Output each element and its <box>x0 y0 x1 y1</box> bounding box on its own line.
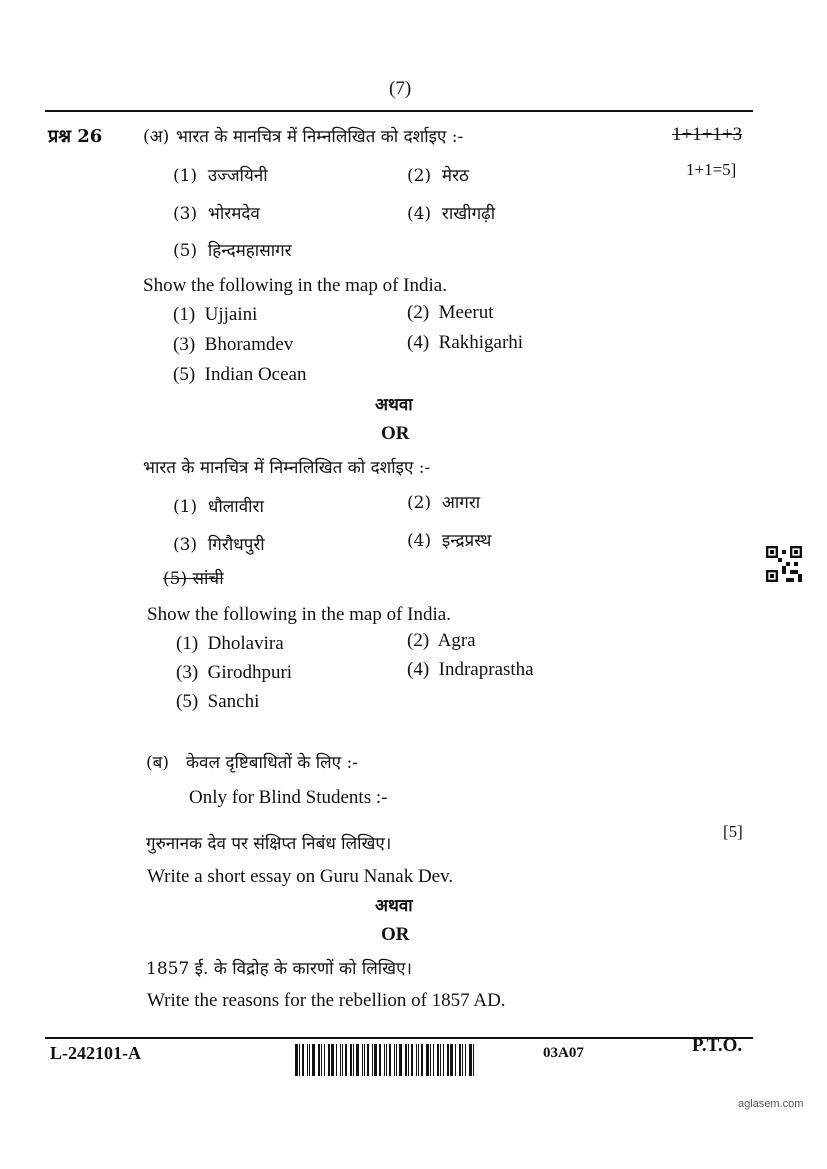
list-item: (5) हिन्दमहासागर <box>173 241 292 261</box>
top-rule <box>45 110 753 112</box>
barcode-bar <box>364 1044 365 1076</box>
essay-marks: [5] <box>723 822 743 841</box>
list-item: (4) Rakhigarhi <box>407 332 524 353</box>
list-item: (1) Dholavira <box>176 633 284 654</box>
barcode-bar <box>367 1044 369 1076</box>
barcode-bar <box>302 1044 304 1076</box>
barcode-bar <box>384 1044 385 1076</box>
paper-code: L-242101-A <box>50 1043 141 1063</box>
barcode-bar <box>399 1044 402 1076</box>
marks: 1+1=5] <box>686 160 737 179</box>
barcode-bar <box>447 1044 449 1076</box>
essay-hi: गुरुनानक देव पर संक्षिप्त निबंध लिखिए। <box>146 834 392 854</box>
barcode-bar <box>394 1044 395 1076</box>
part-b-label: (ब) <box>146 753 169 773</box>
page-number: (7) <box>389 78 412 99</box>
or2-hi: अथवा <box>375 896 413 916</box>
barcode-bar <box>469 1044 472 1076</box>
barcode-bar <box>336 1044 337 1076</box>
list-item: (3) भोरमदेव <box>173 204 260 224</box>
barcode-bar <box>443 1044 444 1076</box>
barcode-bar <box>295 1044 298 1076</box>
barcode-bar <box>309 1044 310 1076</box>
essay-en: Write a short essay on Guru Nanak Dev. <box>147 866 454 887</box>
barcode-bar <box>321 1044 322 1076</box>
list-item: (2) Meerut <box>407 302 494 323</box>
barcode-bar <box>312 1044 315 1076</box>
list-item-struck: (5) सांची <box>163 569 224 589</box>
barcode-bar <box>426 1044 429 1076</box>
list-item: (4) Indraprastha <box>407 659 534 680</box>
barcode-bar <box>379 1044 381 1076</box>
list-item: (3) गिरौधपुरी <box>173 535 265 555</box>
barcode-bar <box>342 1044 343 1076</box>
blind-en: Only for Blind Students :- <box>189 787 388 808</box>
alt-hi: 1857 ई. के विद्रोह के कारणों को लिखिए। <box>146 959 412 979</box>
barcode-bar <box>459 1044 461 1076</box>
list-item: (1) उज्जयिनी <box>173 166 268 186</box>
list-item: (2) Agra <box>407 630 476 651</box>
bottom-rule <box>45 1037 753 1039</box>
barcode-bar <box>430 1044 431 1076</box>
question-label: प्रश्न 26 <box>48 126 103 147</box>
barcode-bar <box>331 1044 334 1076</box>
barcode-text: 03A07 <box>543 1045 584 1061</box>
barcode-bar <box>353 1044 354 1076</box>
barcode-bar <box>299 1044 300 1076</box>
list-item: (4) इन्द्रप्रस्थ <box>407 531 492 551</box>
list-item: (1) Ujjaini <box>173 304 258 325</box>
barcode-bar <box>455 1044 456 1076</box>
or2-en: OR <box>381 924 410 945</box>
barcode-bar <box>318 1044 320 1076</box>
or-en: OR <box>381 423 410 444</box>
barcode-bar <box>307 1044 308 1076</box>
barcode-bar <box>465 1044 466 1076</box>
barcode-bar <box>473 1044 474 1076</box>
marks-struck: 1+1+1+3 <box>672 124 743 145</box>
list-item: (2) मेरठ <box>407 166 469 186</box>
list-item: (4) राखीगढ़ी <box>407 204 496 224</box>
barcode-bar <box>416 1044 417 1076</box>
qr-code-icon <box>766 546 802 582</box>
barcode-bar <box>462 1044 463 1076</box>
barcode-bar <box>440 1044 441 1076</box>
barcode-bar <box>437 1044 439 1076</box>
barcode-bar <box>405 1044 407 1076</box>
barcode-bar <box>356 1044 359 1076</box>
prompt2-hi: भारत के मानचित्र में निम्नलिखित को दर्शाइए :- <box>143 458 431 478</box>
barcode-bar <box>374 1044 377 1076</box>
barcode <box>295 1044 511 1076</box>
barcode-bar <box>372 1044 373 1076</box>
pto: P.T.O. <box>692 1035 743 1056</box>
barcode-bar <box>340 1044 341 1076</box>
barcode-bar <box>421 1044 423 1076</box>
list-item: (3) Girodhpuri <box>176 662 293 683</box>
barcode-bar <box>411 1044 413 1076</box>
barcode-bar <box>418 1044 419 1076</box>
barcode-bar <box>408 1044 409 1076</box>
watermark: aglasem.com <box>738 1098 804 1110</box>
or-hi: अथवा <box>375 395 413 415</box>
prompt-en: Show the following in the map of India. <box>143 275 447 296</box>
barcode-bar <box>389 1044 391 1076</box>
list-item: (5) Indian Ocean <box>173 364 307 385</box>
barcode-bar <box>350 1044 352 1076</box>
barcode-bar <box>324 1044 325 1076</box>
barcode-bar <box>396 1044 397 1076</box>
prompt2-en: Show the following in the map of India. <box>147 604 451 625</box>
barcode-bar <box>450 1044 453 1076</box>
list-item: (2) आगरा <box>407 493 481 513</box>
barcode-bar <box>386 1044 387 1076</box>
barcode-bar <box>345 1044 347 1076</box>
alt-en: Write the reasons for the rebellion of 1857 AD. <box>147 990 506 1011</box>
blind-hi: केवल दृष्टिबाधितों के लिए :- <box>186 753 358 773</box>
list-item: (5) Sanchi <box>176 691 260 712</box>
list-item: (3) Bhoramdev <box>173 334 294 355</box>
part-a-label: (अ) <box>143 127 170 147</box>
barcode-bar <box>328 1044 330 1076</box>
barcode-bar <box>433 1044 434 1076</box>
barcode-bar <box>362 1044 363 1076</box>
prompt-hi: भारत के मानचित्र में निम्नलिखित को दर्शाइए :- <box>176 127 464 147</box>
list-item: (1) धौलावीरा <box>173 497 264 517</box>
